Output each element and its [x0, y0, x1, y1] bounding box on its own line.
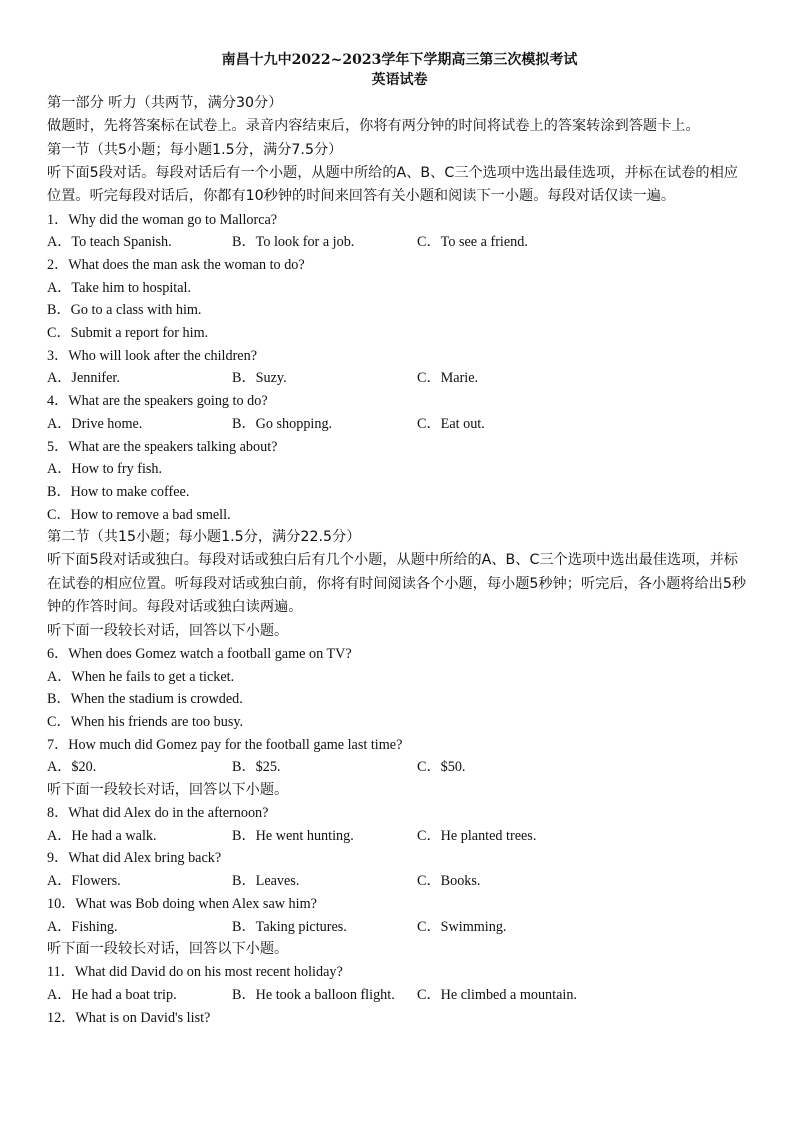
option-b: B．When the stadium is crowded.	[47, 691, 243, 708]
question-stem: 10．What was Bob doing when Alex saw him?	[47, 895, 317, 912]
question-stem: 12．What is on David's list?	[47, 1009, 211, 1026]
question-stem: 5．What are the speakers talking about?	[47, 438, 278, 455]
option-b: B．He went hunting.	[232, 827, 354, 844]
question-stem: 2．What does the man ask the woman to do?	[47, 256, 305, 273]
question-options	[47, 984, 752, 1007]
option-b: B．$25.	[232, 759, 281, 776]
option-a: A．Fishing.	[47, 918, 118, 935]
question-options	[47, 231, 752, 254]
section2-heading: 第二节（共15小题；每小题1.5分，满分22.5分）	[47, 529, 361, 546]
part1-instructions: 做题时，先将答案标在试卷上。录音内容结束后，你将有两分钟的时间将试卷上的答案转涂到答题卡上。	[47, 118, 700, 134]
option-a: A．Jennifer.	[47, 370, 120, 387]
question-options	[47, 367, 752, 390]
option-b: B．He took a balloon flight.	[232, 986, 395, 1003]
option-c: C．Marie.	[417, 370, 479, 387]
question-stem: 1．Why did the woman go to Mallorca?	[47, 211, 278, 228]
option-b: B．How to make coffee.	[47, 483, 190, 500]
section1-instructions: 听下面5段对话。每段对话后有一个小题，从题中所给的A、B、C三个选项中选出最佳选项，并标在试卷的相应位置。听完每段对话后，你都有10秒钟的时间来回答有关小题和阅读下一小题。每段对话仅读一遍。	[47, 164, 738, 204]
question-stem: 8．What did Alex do in the afternoon?	[47, 805, 269, 822]
question-options	[47, 413, 752, 436]
exam-title: 南昌十九中2022~2023学年下学期高三第三次模拟考试	[221, 52, 578, 68]
option-c: C．How to remove a bad smell.	[47, 506, 231, 523]
section1-heading: 第一节（共5小题；每小题1.5分，满分7.5分）	[47, 141, 343, 158]
question-stem: 4．What are the speakers going to do?	[47, 393, 268, 410]
option-a: A．When he fails to get a ticket.	[47, 668, 235, 685]
option-a: A．How to fry fish.	[47, 461, 163, 478]
option-b: B．Taking pictures.	[232, 918, 347, 935]
option-b: B．Go shopping.	[232, 415, 333, 432]
option-c: C．Books.	[417, 873, 481, 890]
option-a: A．To teach Spanish.	[47, 234, 172, 251]
question-stem: 9．What did Alex bring back?	[47, 850, 222, 867]
option-b: B．Leaves.	[232, 873, 300, 890]
long-dialogue-note: 听下面一段较长对话，回答以下小题。	[47, 941, 289, 958]
question-options	[47, 756, 752, 779]
question-stem: 11．What did David do on his most recent holiday?	[47, 964, 343, 981]
option-c: C．Eat out.	[417, 415, 485, 432]
part1-heading: 第一部分 听力（共两节，满分30分）	[47, 95, 283, 111]
question-stem: 7．How much did Gomez pay for the football game last time?	[47, 736, 403, 753]
option-c: C．Swimming.	[417, 918, 507, 935]
question-options	[47, 870, 752, 893]
option-c: C．He planted trees.	[417, 827, 537, 844]
option-c: C．When his friends are too busy.	[47, 713, 244, 730]
option-b: B．To look for a job.	[232, 234, 355, 251]
long-dialogue-note: 听下面一段较长对话，回答以下小题。	[47, 622, 289, 639]
option-c: C．Submit a report for him.	[47, 325, 209, 342]
option-a: A．$20.	[47, 759, 97, 776]
option-b: B．Suzy.	[232, 370, 287, 387]
option-b: B．Go to a class with him.	[47, 302, 202, 319]
option-c: C．He climbed a mountain.	[417, 986, 577, 1003]
question-stem: 3．Who will look after the children?	[47, 347, 257, 364]
exam-subtitle: 英语试卷	[371, 72, 428, 88]
question-options	[47, 916, 752, 939]
option-c: C．To see a friend.	[417, 234, 528, 251]
question-options	[47, 825, 752, 848]
option-a: A．Take him to hospital.	[47, 279, 192, 296]
option-a: A．He had a walk.	[47, 827, 157, 844]
option-a: A．Drive home.	[47, 415, 143, 432]
long-dialogue-note: 听下面一段较长对话，回答以下小题。	[47, 782, 289, 799]
section2-instructions: 听下面5段对话或独白。每段对话或独白后有几个小题，从题中所给的A、B、C三个选项中选出最佳选项，并标在试卷的相应位置。听每段对话或独白前，你将有时间阅读各个小题，每小题5秒钟；听完后，各小题将给出5秒钟的作答时间。每段对话或独白读两遍。	[47, 552, 747, 616]
question-stem: 6．When does Gomez watch a football game on TV?	[47, 645, 352, 662]
option-c: C．$50.	[417, 759, 466, 776]
exam-page	[47, 50, 752, 1029]
option-a: A．He had a boat trip.	[47, 986, 177, 1003]
option-a: A．Flowers.	[47, 873, 121, 890]
